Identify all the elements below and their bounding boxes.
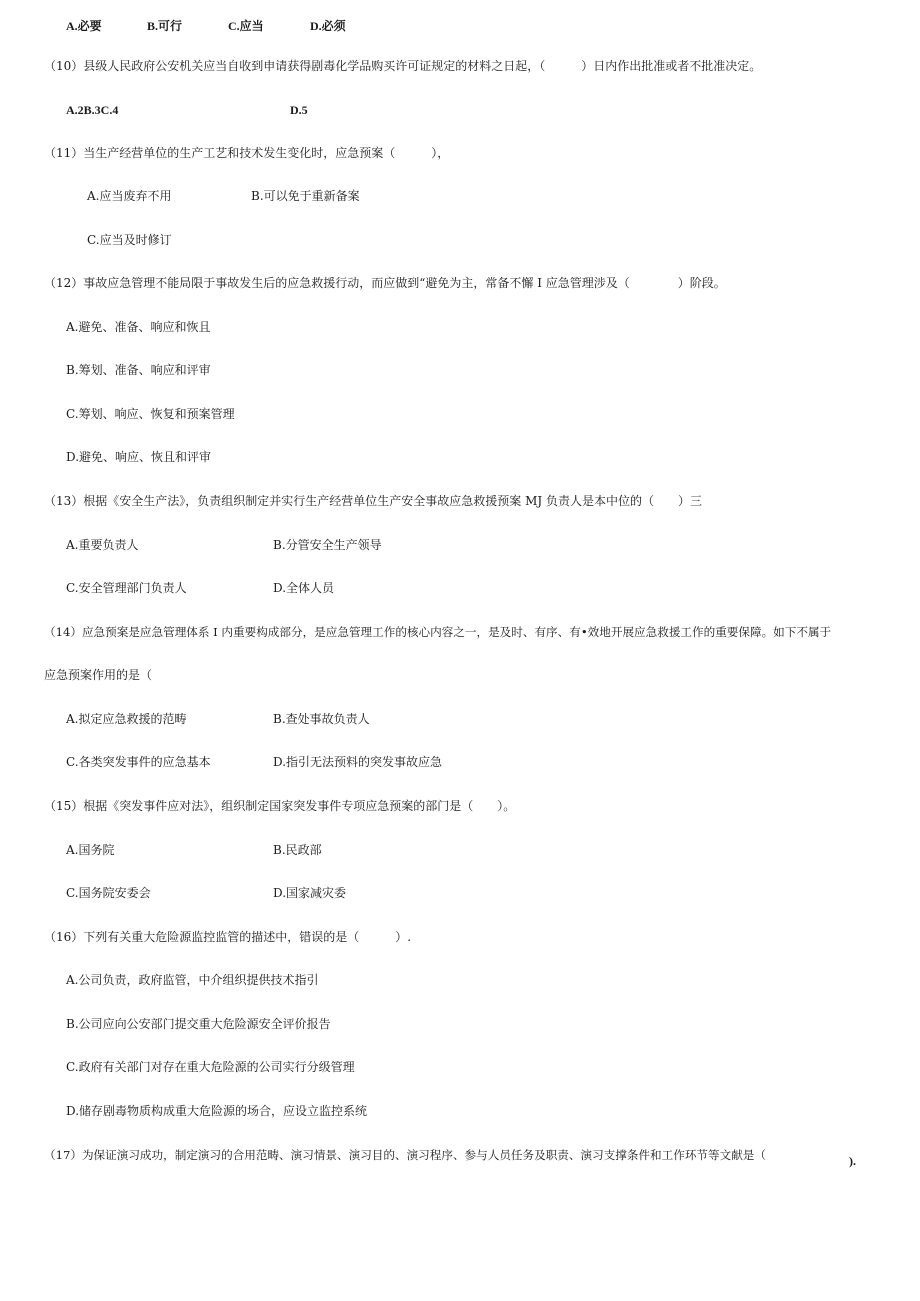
q12-option-a: A.避免、准备、响应和恢且	[66, 320, 211, 334]
q14-stem-line1: （14）应急预案是应急管理体系 I 内重要构成部分，是应急管理工作的核心内容之一，是及时、有序、有•效地开展应急救援工作的重要保障。如下不属于	[44, 625, 832, 639]
q15-option-a: A.国务院	[66, 843, 115, 857]
q17-stem: （17）为保证演习成功，制定演习的合用范畴、演习情景、演习目的、演习程序、参与人员任务及职责、演习支撑条件和工作环节等文献是（	[44, 1148, 766, 1162]
q15-option-d: D.国家减灾委	[273, 886, 347, 900]
q10-option-abc: A.2B.3C.4	[66, 103, 119, 117]
q12-option-d: D.避免、响应、恢且和评审	[66, 450, 212, 464]
q11-option-c: C.应当及时修订	[87, 233, 172, 247]
q14-option-c: C.各类突发事件的应急基本	[66, 755, 211, 769]
q16-option-b: B.公司应向公安部门提交重大危险源安全评价报告	[66, 1017, 331, 1031]
q13-option-a: A.重要负责人	[66, 538, 139, 552]
q17-stem-end: ).	[849, 1154, 856, 1168]
q16-stem: （16）下列有关重大危险源监控监管的描述中，错误的是（ ）.	[44, 930, 412, 944]
q10-stem: （10）县级人民政府公安机关应当自收到申请获得剧毒化学品购买许可证规定的材料之日起，（ ）日内作出批准或者不批准决定。	[44, 59, 762, 73]
q12-stem: （12）事故应急管理不能局限于事故发生后的应急救援行动，而应做到“避免为主，常备不懈 I 应急管理涉及（ ）阶段。	[44, 276, 726, 290]
q10-option-d: D.5	[290, 103, 308, 117]
q14-stem-line2: 应急预案作用的是（	[44, 668, 153, 682]
q11-option-a: A.应当废弃不用	[87, 189, 172, 203]
q16-option-d: D.储存剧毒物质构成重大危险源的场合，应设立监控系统	[66, 1104, 368, 1118]
q15-stem: （15）根据《突发事件应对法》，组织制定国家突发事件专项应急预案的部门是（ ）。	[44, 799, 516, 813]
q13-option-b: B.分管安全生产领导	[273, 538, 382, 552]
q14-option-b: B.查处事故负责人	[273, 712, 370, 726]
q13-option-c: C.安全管理部门负责人	[66, 581, 187, 595]
q14-option-d: D.指引无法预料的突发事故应急	[273, 755, 443, 769]
q11-option-b: B.可以免于重新备案	[251, 189, 360, 203]
q12-option-c: C.筹划、响应、恢复和预案管理	[66, 407, 235, 421]
q14-option-a: A.拟定应急救援的范畴	[66, 712, 187, 726]
q15-option-c: C.国务院安委会	[66, 886, 151, 900]
q11-stem: （11）当生产经营单位的生产工艺和技术发生变化时，应急预案（ ），	[44, 146, 450, 160]
q13-stem: （13）根据《安全生产法》，负责组织制定并实行生产经营单位生产安全事故应急救援预案 MJ 负责人是本中位的（ ）三	[44, 494, 703, 508]
q16-option-c: C.政府有关部门对存在重大危险源的公司实行分级管理	[66, 1060, 355, 1074]
q13-option-d: D.全体人员	[273, 581, 335, 595]
q12-option-b: B.筹划、准备、响应和评审	[66, 363, 211, 377]
q9-option-b: B.可行	[147, 19, 183, 33]
q9-option-c: C.应当	[228, 19, 264, 33]
q9-option-a: A.必要	[66, 19, 102, 33]
q9-option-d: D.必须	[310, 19, 346, 33]
q15-option-b: B.民政部	[273, 843, 322, 857]
q16-option-a: A.公司负责，政府监管，中介组织提供技术指引	[66, 973, 319, 987]
